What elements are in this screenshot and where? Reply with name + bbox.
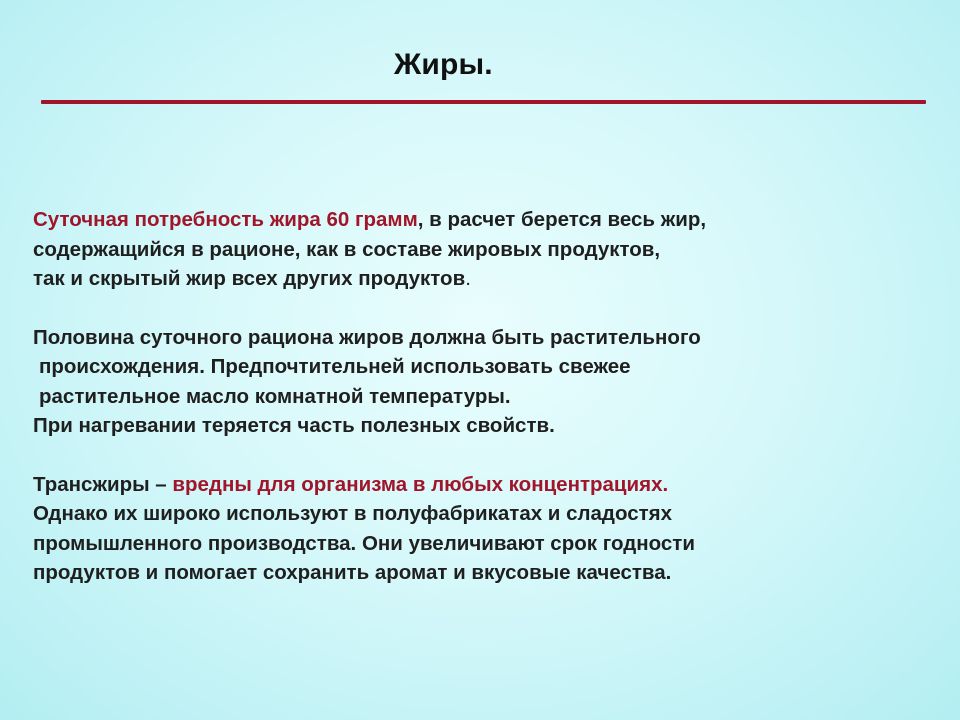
text-line: Однако их широко используют в полуфабрикатах и сладостях [33,502,673,525]
highlight-daily-need: Суточная потребность жира 60 грамм [33,208,418,231]
text-line: продуктов и помогает сохранить аромат и вкусовые качества. [33,561,672,584]
text-line: происхождения. Предпочтительней использовать свежее [39,355,631,378]
paragraph-plant-fats [33,323,913,441]
text-fragment: Трансжиры – [33,472,173,496]
text-fragment: , в расчет берется весь жир, [417,208,707,231]
text-line: При нагревании теряется часть полезных свойств. [33,414,555,437]
text-line: содержащийся в рационе, как в составе жировых продуктов, [33,237,661,261]
title-divider [41,100,926,104]
text-line: растительное масло комнатной температуры. [39,384,511,408]
paragraph-daily-need [33,205,913,294]
text-line [33,264,913,294]
paragraph-trans-fats [33,470,913,588]
text-line [33,205,913,235]
text-line [33,470,913,500]
slide-body [33,205,913,588]
slide-title: Жиры. [394,48,493,81]
text-line: Половина суточного рациона жиров должна быть растительного [33,325,701,349]
text-fragment: так и скрытый жир всех других продуктов [33,267,466,290]
text-fragment: . [465,267,471,290]
paragraph-spacer [33,441,913,470]
highlight-trans-fats-harm: вредны для организма в любых концентрациях. [172,472,669,496]
paragraph-spacer [33,294,913,323]
text-line: промышленного производства. Они увеличивают срок годности [33,531,695,555]
